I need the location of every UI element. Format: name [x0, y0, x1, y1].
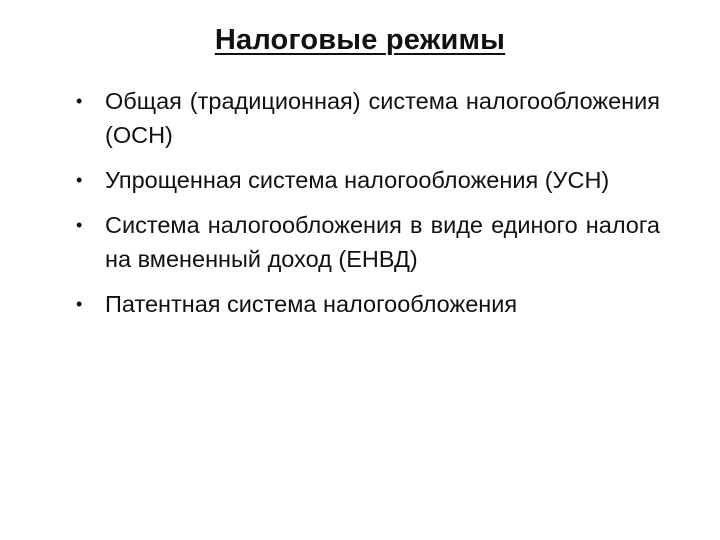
bullet-icon: •: [76, 91, 83, 111]
slide-title: Налоговые режимы: [214, 24, 506, 56]
list-item-text: Общая (традиционная) система налогообложения (ОСН): [105, 88, 660, 148]
bullet-icon: •: [76, 170, 83, 190]
list-item-text: Система налогообложения в виде единого налога на вмененный доход (ЕНВД): [105, 212, 660, 272]
list-item-text: Упрощенная система налогообложения (УСН): [105, 167, 610, 193]
list-item: [72, 84, 660, 152]
list-item: [72, 208, 660, 276]
bullet-icon: •: [76, 294, 83, 314]
list-item: [72, 287, 660, 321]
list-item: [72, 163, 660, 197]
tax-regimes-list: [72, 84, 660, 332]
list-item-text: Патентная система налогообложения: [105, 291, 518, 317]
bullet-icon: •: [76, 215, 83, 235]
